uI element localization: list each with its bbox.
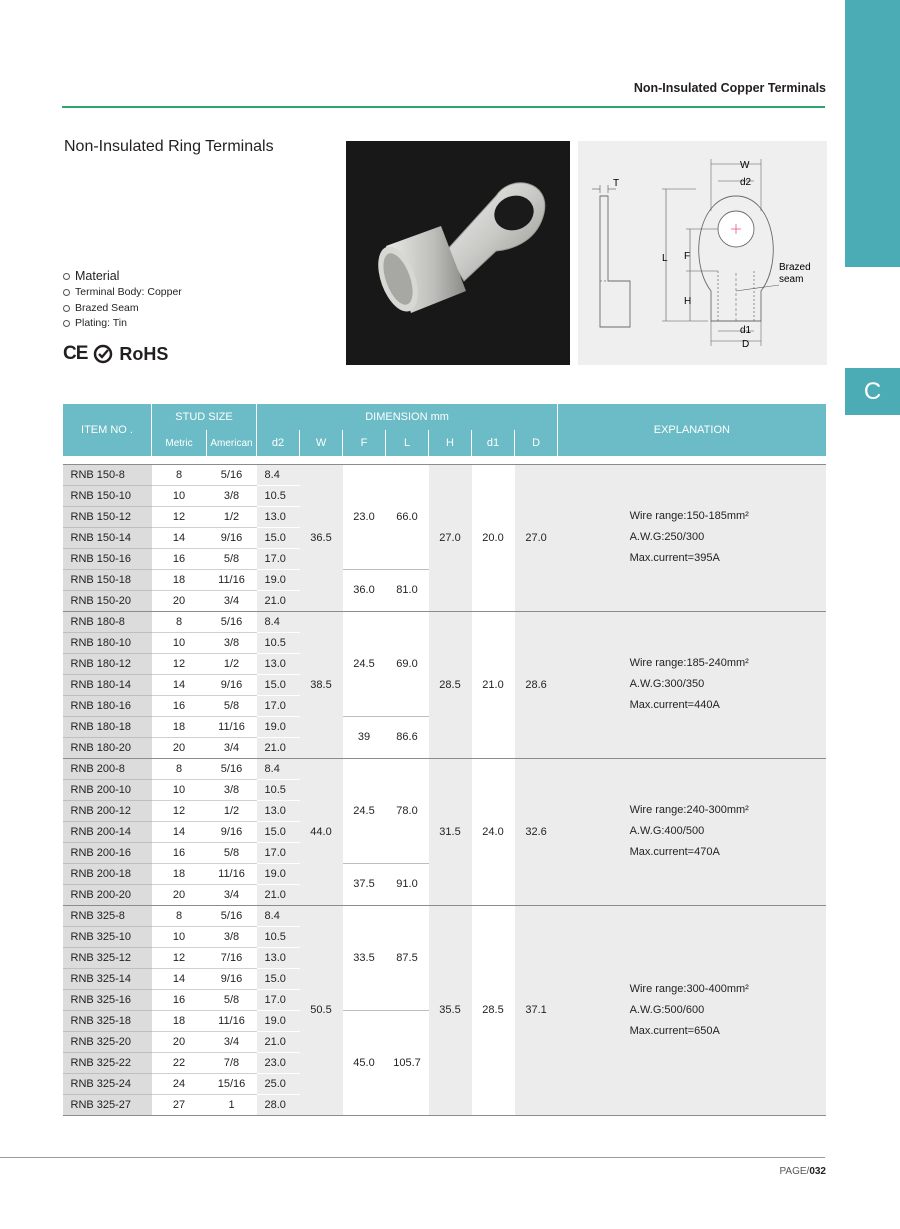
american-cell: 1/2 xyxy=(207,653,257,674)
explanation-line: Wire range:240-300mm² xyxy=(629,804,749,816)
metric-cell: 20 xyxy=(152,1031,207,1052)
header-item-no: ITEM NO . xyxy=(63,404,152,456)
header-d1: d1 xyxy=(472,430,515,456)
d2-cell: 28.0 xyxy=(257,1094,300,1115)
american-cell: 5/16 xyxy=(207,758,257,779)
product-title: Non-Insulated Ring Terminals xyxy=(64,138,274,155)
certification-marks xyxy=(63,343,168,365)
d2-cell: 13.0 xyxy=(257,506,300,527)
d2-cell: 8.4 xyxy=(257,758,300,779)
item-no-cell: RNB 200-14 xyxy=(63,821,152,842)
metric-cell: 10 xyxy=(152,926,207,947)
american-cell: 9/16 xyxy=(207,674,257,695)
item-no-cell: RNB 180-12 xyxy=(63,653,152,674)
american-cell: 5/8 xyxy=(207,695,257,716)
explanation-line: A.W.G:250/300 xyxy=(629,531,705,543)
dim-d2-label: d2 xyxy=(740,177,752,188)
f-cell: 36.0 xyxy=(343,569,386,611)
metric-cell: 27 xyxy=(152,1094,207,1115)
american-cell: 5/8 xyxy=(207,989,257,1010)
d1-cell: 28.5 xyxy=(472,905,515,1115)
d2-cell: 17.0 xyxy=(257,548,300,569)
explanation-line: Max.current=440A xyxy=(629,699,720,711)
d-cell: 37.1 xyxy=(515,905,558,1115)
metric-cell: 20 xyxy=(152,590,207,611)
explanation-line: Wire range:150-185mm² xyxy=(629,510,749,522)
d2-cell: 8.4 xyxy=(257,464,300,485)
item-no-cell: RNB 150-8 xyxy=(63,464,152,485)
item-no-cell: RNB 325-12 xyxy=(63,947,152,968)
metric-cell: 16 xyxy=(152,695,207,716)
feature-item: Plating: Tin xyxy=(63,316,182,332)
item-no-cell: RNB 325-16 xyxy=(63,989,152,1010)
h-cell: 27.0 xyxy=(429,464,472,611)
d2-cell: 15.0 xyxy=(257,821,300,842)
w-cell: 38.5 xyxy=(300,611,343,758)
item-no-cell: RNB 325-27 xyxy=(63,1094,152,1115)
metric-cell: 18 xyxy=(152,863,207,884)
d2-cell: 17.0 xyxy=(257,695,300,716)
header-stud-size: STUD SIZE xyxy=(152,404,257,430)
american-cell: 1/2 xyxy=(207,506,257,527)
metric-cell: 14 xyxy=(152,527,207,548)
metric-cell: 24 xyxy=(152,1073,207,1094)
f-cell: 24.5 xyxy=(343,758,386,863)
metric-cell: 12 xyxy=(152,947,207,968)
item-no-cell: RNB 325-18 xyxy=(63,1010,152,1031)
header-l: L xyxy=(386,430,429,456)
page-number: PAGE/032 xyxy=(779,1166,826,1177)
table-row xyxy=(63,905,826,926)
d1-cell: 24.0 xyxy=(472,758,515,905)
american-cell: 3/4 xyxy=(207,737,257,758)
american-cell: 5/8 xyxy=(207,548,257,569)
h-cell: 28.5 xyxy=(429,611,472,758)
d2-cell: 10.5 xyxy=(257,779,300,800)
item-no-cell: RNB 325-22 xyxy=(63,1052,152,1073)
h-cell: 31.5 xyxy=(429,758,472,905)
metric-cell: 18 xyxy=(152,1010,207,1031)
f-cell: 24.5 xyxy=(343,611,386,716)
item-no-cell: RNB 325-10 xyxy=(63,926,152,947)
item-no-cell: RNB 200-18 xyxy=(63,863,152,884)
d2-cell: 10.5 xyxy=(257,926,300,947)
metric-cell: 10 xyxy=(152,779,207,800)
metric-cell: 14 xyxy=(152,821,207,842)
bullet-icon xyxy=(63,320,70,327)
american-cell: 9/16 xyxy=(207,821,257,842)
header-dimension: DIMENSION mm xyxy=(257,404,558,430)
header-w: W xyxy=(300,430,343,456)
american-cell: 5/16 xyxy=(207,611,257,632)
d-cell: 27.0 xyxy=(515,464,558,611)
l-cell: 91.0 xyxy=(386,863,429,905)
f-cell: 23.0 xyxy=(343,464,386,569)
d2-cell: 10.5 xyxy=(257,485,300,506)
header-d2: d2 xyxy=(257,430,300,456)
l-cell: 105.7 xyxy=(386,1010,429,1115)
american-cell: 11/16 xyxy=(207,569,257,590)
seam-label: seam xyxy=(779,274,804,285)
dim-f-label: F xyxy=(684,251,691,262)
explanation-line: Wire range:300-400mm² xyxy=(629,982,749,995)
w-cell: 36.5 xyxy=(300,464,343,611)
d2-cell: 19.0 xyxy=(257,863,300,884)
american-cell: 11/16 xyxy=(207,716,257,737)
dim-h-label: H xyxy=(684,296,692,307)
header-metric: Metric xyxy=(152,430,207,456)
bullet-icon xyxy=(63,289,70,296)
d2-cell: 15.0 xyxy=(257,527,300,548)
item-no-cell: RNB 325-20 xyxy=(63,1031,152,1052)
american-cell: 7/8 xyxy=(207,1052,257,1073)
american-cell: 1/2 xyxy=(207,800,257,821)
specification-table xyxy=(62,404,826,1116)
bullet-icon xyxy=(63,273,70,280)
d2-cell: 23.0 xyxy=(257,1052,300,1073)
metric-cell: 14 xyxy=(152,674,207,695)
feature-item: Material xyxy=(63,268,182,285)
american-cell: 9/16 xyxy=(207,527,257,548)
l-cell: 81.0 xyxy=(386,569,429,611)
d1-cell: 20.0 xyxy=(472,464,515,611)
metric-cell: 20 xyxy=(152,737,207,758)
item-no-cell: RNB 200-16 xyxy=(63,842,152,863)
metric-cell: 10 xyxy=(152,485,207,506)
header-american: American xyxy=(207,430,257,456)
item-no-cell: RNB 180-14 xyxy=(63,674,152,695)
american-cell: 3/4 xyxy=(207,1031,257,1052)
metric-cell: 16 xyxy=(152,989,207,1010)
d2-cell: 10.5 xyxy=(257,632,300,653)
metric-cell: 14 xyxy=(152,968,207,989)
item-no-cell: RNB 180-20 xyxy=(63,737,152,758)
table-row xyxy=(63,611,826,632)
l-cell: 66.0 xyxy=(386,464,429,569)
dim-l-label: L xyxy=(662,253,668,264)
d2-cell: 15.0 xyxy=(257,968,300,989)
d2-cell: 8.4 xyxy=(257,611,300,632)
metric-cell: 16 xyxy=(152,548,207,569)
specification-table-body xyxy=(63,456,826,1115)
d1-cell: 21.0 xyxy=(472,611,515,758)
metric-cell: 12 xyxy=(152,653,207,674)
explanation-line: A.W.G:300/350 xyxy=(629,678,705,690)
d2-cell: 13.0 xyxy=(257,800,300,821)
d2-cell: 25.0 xyxy=(257,1073,300,1094)
item-no-cell: RNB 150-18 xyxy=(63,569,152,590)
f-cell: 45.0 xyxy=(343,1010,386,1115)
d2-cell: 17.0 xyxy=(257,989,300,1010)
explanation-cell xyxy=(558,905,826,1115)
page-header-title: Non-Insulated Copper Terminals xyxy=(633,81,826,95)
section-color-tab xyxy=(845,0,900,267)
explanation-cell xyxy=(558,758,826,905)
dim-t-label: T xyxy=(613,178,620,189)
american-cell: 3/8 xyxy=(207,485,257,506)
american-cell: 9/16 xyxy=(207,968,257,989)
american-cell: 7/16 xyxy=(207,947,257,968)
american-cell: 11/16 xyxy=(207,863,257,884)
american-cell: 11/16 xyxy=(207,1010,257,1031)
dim-w-label: W xyxy=(740,160,750,171)
header-f: F xyxy=(343,430,386,456)
item-no-cell: RNB 200-8 xyxy=(63,758,152,779)
brazed-label: Brazed xyxy=(779,262,811,273)
american-cell: 5/16 xyxy=(207,464,257,485)
ring-terminal-photo-image xyxy=(346,141,570,365)
d-cell: 32.6 xyxy=(515,758,558,905)
bullet-icon xyxy=(63,305,70,312)
certification-seal-icon xyxy=(93,344,113,364)
metric-cell: 20 xyxy=(152,884,207,905)
american-cell: 3/8 xyxy=(207,926,257,947)
explanation-line: A.W.G:400/500 xyxy=(629,825,705,837)
table-row xyxy=(63,758,826,779)
metric-cell: 8 xyxy=(152,905,207,926)
d2-cell: 21.0 xyxy=(257,590,300,611)
metric-cell: 16 xyxy=(152,842,207,863)
item-no-cell: RNB 150-16 xyxy=(63,548,152,569)
f-cell: 39 xyxy=(343,716,386,758)
item-no-cell: RNB 150-14 xyxy=(63,527,152,548)
dimension-diagram xyxy=(578,141,827,365)
item-no-cell: RNB 150-20 xyxy=(63,590,152,611)
h-cell: 35.5 xyxy=(429,905,472,1115)
l-cell: 86.6 xyxy=(386,716,429,758)
metric-cell: 22 xyxy=(152,1052,207,1073)
explanation-line: Max.current=395A xyxy=(629,552,720,564)
w-cell: 50.5 xyxy=(300,905,343,1115)
metric-cell: 8 xyxy=(152,464,207,485)
item-no-cell: RNB 200-20 xyxy=(63,884,152,905)
metric-cell: 8 xyxy=(152,611,207,632)
metric-cell: 18 xyxy=(152,569,207,590)
item-no-cell: RNB 325-8 xyxy=(63,905,152,926)
d2-cell: 19.0 xyxy=(257,1010,300,1031)
american-cell: 3/8 xyxy=(207,632,257,653)
technical-drawing xyxy=(578,141,827,365)
american-cell: 3/8 xyxy=(207,779,257,800)
item-no-cell: RNB 180-16 xyxy=(63,695,152,716)
metric-cell: 18 xyxy=(152,716,207,737)
american-cell: 3/4 xyxy=(207,884,257,905)
item-no-cell: RNB 180-18 xyxy=(63,716,152,737)
d-cell: 28.6 xyxy=(515,611,558,758)
explanation-line: Max.current=470A xyxy=(629,846,720,858)
explanation-line: Max.current=650A xyxy=(629,1024,720,1037)
rohs-mark-icon: RoHS xyxy=(119,343,169,364)
item-no-cell: RNB 200-12 xyxy=(63,800,152,821)
item-no-cell: RNB 180-10 xyxy=(63,632,152,653)
d2-cell: 17.0 xyxy=(257,842,300,863)
dim-d-label: D xyxy=(742,339,750,350)
item-no-cell: RNB 150-12 xyxy=(63,506,152,527)
d2-cell: 21.0 xyxy=(257,884,300,905)
d2-cell: 13.0 xyxy=(257,653,300,674)
d2-cell: 15.0 xyxy=(257,674,300,695)
l-cell: 69.0 xyxy=(386,611,429,716)
feature-item: Brazed Seam xyxy=(63,301,182,317)
footer-divider xyxy=(0,1157,825,1158)
d2-cell: 13.0 xyxy=(257,947,300,968)
d2-cell: 8.4 xyxy=(257,905,300,926)
metric-cell: 12 xyxy=(152,800,207,821)
metric-cell: 8 xyxy=(152,758,207,779)
item-no-cell: RNB 180-8 xyxy=(63,611,152,632)
explanation-cell xyxy=(558,611,826,758)
f-cell: 33.5 xyxy=(343,905,386,1010)
header-divider xyxy=(62,106,825,108)
section-letter-tab[interactable]: C xyxy=(845,368,900,415)
d2-cell: 21.0 xyxy=(257,1031,300,1052)
d2-cell: 19.0 xyxy=(257,716,300,737)
explanation-line: A.W.G:500/600 xyxy=(629,1003,705,1016)
metric-cell: 12 xyxy=(152,506,207,527)
feature-list xyxy=(63,268,182,332)
american-cell: 1 xyxy=(207,1094,257,1115)
american-cell: 5/16 xyxy=(207,905,257,926)
explanation-cell xyxy=(558,464,826,611)
american-cell: 5/8 xyxy=(207,842,257,863)
header-h: H xyxy=(429,430,472,456)
d2-cell: 21.0 xyxy=(257,737,300,758)
item-no-cell: RNB 200-10 xyxy=(63,779,152,800)
d2-cell: 19.0 xyxy=(257,569,300,590)
l-cell: 78.0 xyxy=(386,758,429,863)
american-cell: 3/4 xyxy=(207,590,257,611)
header-explanation: EXPLANATION xyxy=(558,404,826,456)
explanation-line: Wire range:185-240mm² xyxy=(629,657,749,669)
metric-cell: 10 xyxy=(152,632,207,653)
american-cell: 15/16 xyxy=(207,1073,257,1094)
header-d: D xyxy=(515,430,558,456)
f-cell: 37.5 xyxy=(343,863,386,905)
feature-item: Terminal Body: Copper xyxy=(63,285,182,301)
table-row xyxy=(63,464,826,485)
item-no-cell: RNB 325-14 xyxy=(63,968,152,989)
dim-d1-label: d1 xyxy=(740,325,752,336)
ce-mark-icon: CE xyxy=(63,343,88,364)
l-cell: 87.5 xyxy=(386,905,429,1010)
w-cell: 44.0 xyxy=(300,758,343,905)
item-no-cell: RNB 150-10 xyxy=(63,485,152,506)
item-no-cell: RNB 325-24 xyxy=(63,1073,152,1094)
product-photo xyxy=(346,141,570,365)
